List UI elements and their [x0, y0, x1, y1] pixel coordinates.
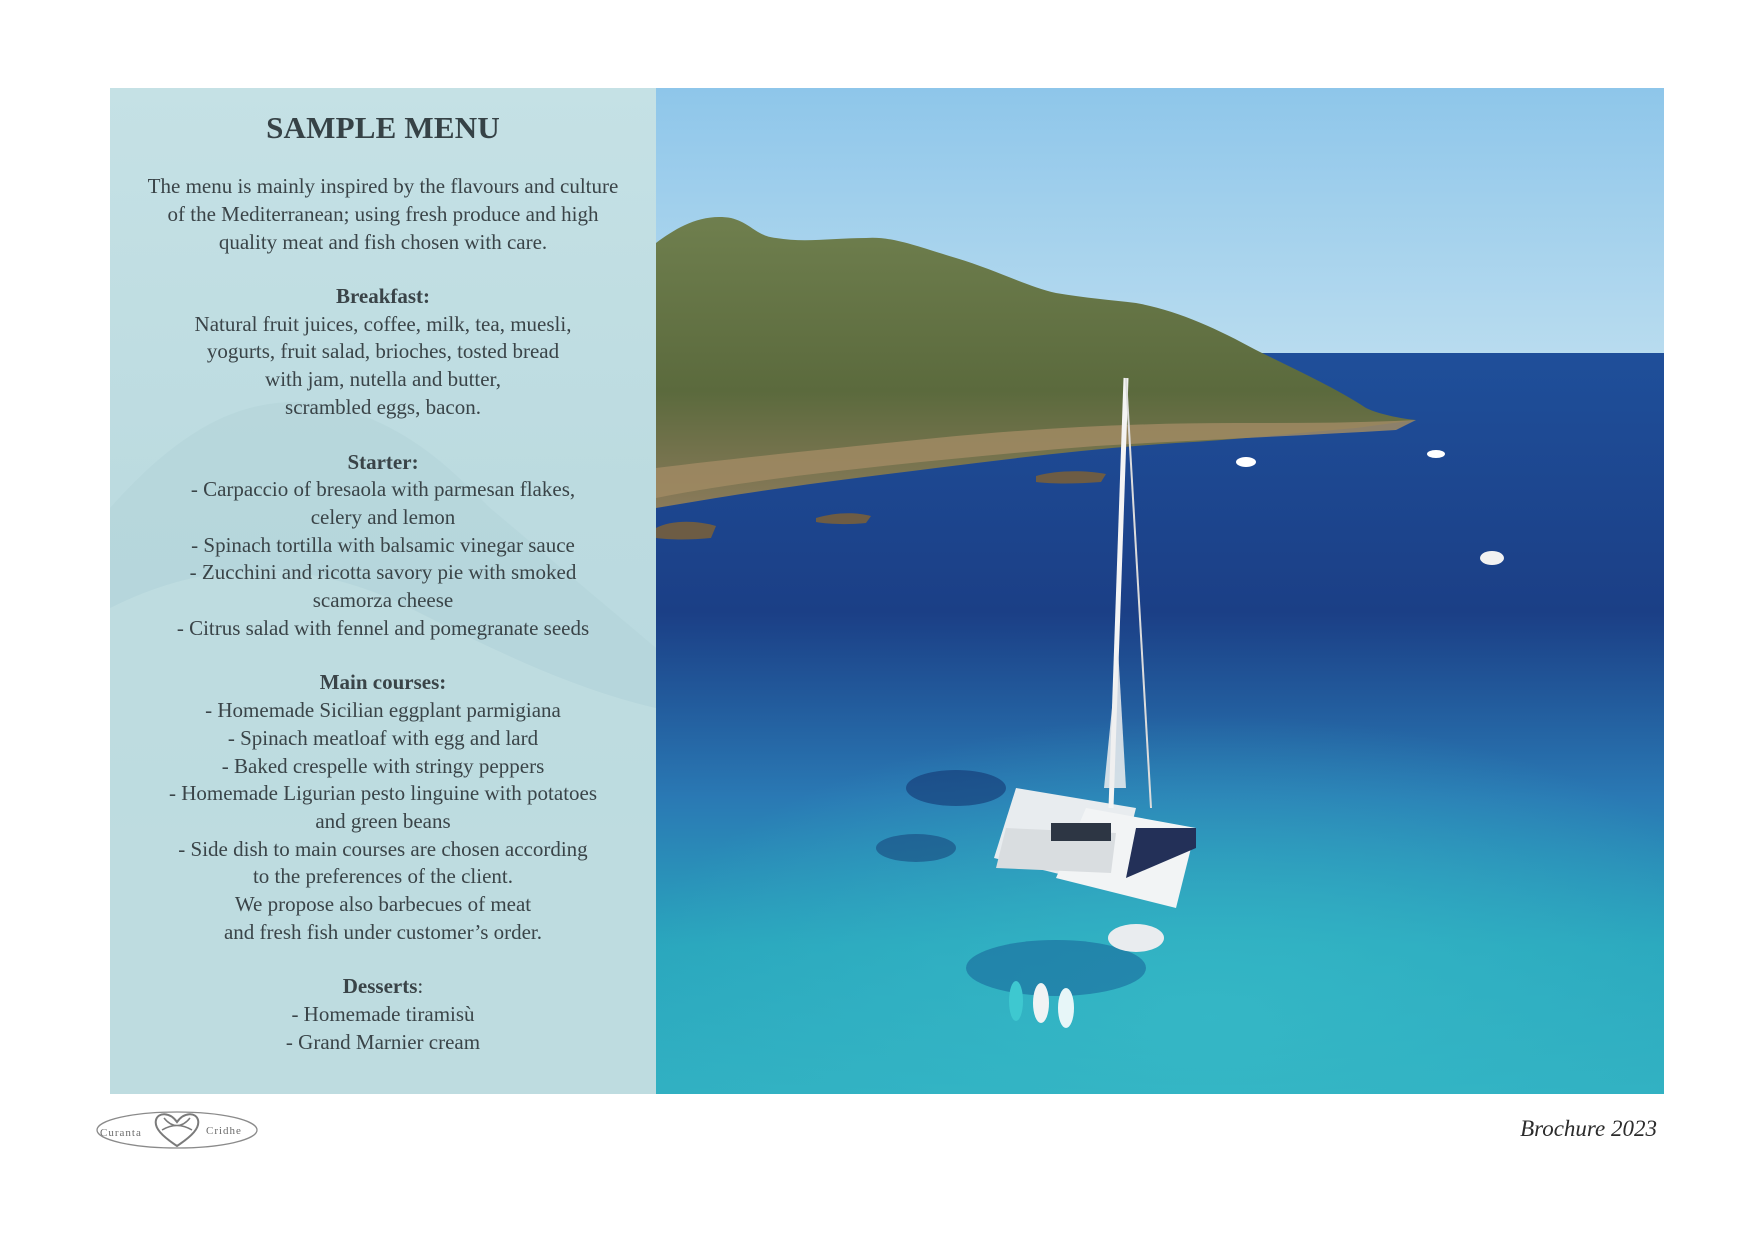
main-courses-section	[110, 669, 656, 946]
intro-line: culture of the Mediterranean; using fresh produce	[167, 174, 619, 226]
main-course-line: and fresh fish under customer’s order.	[223, 919, 543, 944]
desserts-heading-text: Desserts	[342, 974, 418, 999]
starter-line: - Carpaccio of bresaola with parmesan flakes,	[190, 477, 576, 502]
breakfast-section	[110, 283, 656, 422]
main-course-line: We propose also barbecues of meat	[234, 892, 532, 917]
menu-panel	[110, 88, 656, 1094]
main-course-line: - Spinach meatloaf with egg and lard	[227, 725, 539, 750]
starter-line: - Spinach tortilla with balsamic vinegar sauce	[191, 532, 575, 557]
dessert-line: - Grand Marnier cream	[285, 1029, 481, 1054]
main-course-line: to the preferences of the client.	[252, 864, 514, 889]
starter-line: - Citrus salad with fennel and pomegranate seeds	[176, 615, 590, 640]
main-course-line: - Homemade Sicilian eggplant parmigiana	[205, 698, 561, 723]
celtic-heart-logo	[92, 1106, 262, 1158]
starter-line: scamorza cheese	[312, 588, 454, 613]
catamaran-photo	[656, 88, 1664, 1094]
logo-left-text: Curanta	[100, 1127, 142, 1139]
desserts-heading	[110, 973, 656, 1001]
intro-line: and high quality meat and fish chosen with care.	[218, 202, 599, 254]
dessert-line: - Homemade tiramisù	[291, 1002, 475, 1027]
breakfast-line: Natural fruit juices, coffee, milk, tea, muesli,	[194, 311, 572, 336]
brochure-year: Brochure 2023	[1520, 1116, 1657, 1141]
breakfast-line: with jam, nutella and butter,	[265, 367, 501, 392]
logo-right-text: Cridhe	[206, 1125, 242, 1137]
desserts-heading-colon: :	[417, 974, 424, 999]
main-course-line: - Baked crespelle with stringy peppers	[221, 753, 545, 778]
main-course-line: - Homemade Ligurian pesto linguine with potatoes	[168, 781, 598, 806]
main-course-line: - Side dish to main courses are chosen according	[178, 836, 588, 861]
starter-line: celery and lemon	[310, 504, 456, 529]
starter-section	[110, 449, 656, 643]
breakfast-line: scrambled eggs, bacon.	[285, 394, 481, 419]
intro-line: The menu is mainly inspired by the flavours and	[147, 174, 555, 198]
desserts-section	[110, 973, 656, 1056]
main-courses-heading: Main courses:	[319, 670, 447, 695]
breakfast-heading: Breakfast:	[335, 284, 431, 308]
starter-line: - Zucchini and ricotta savory pie with smoked	[189, 560, 577, 585]
menu-title: SAMPLE MENU	[266, 110, 500, 145]
breakfast-line: yogurts, fruit salad, brioches, tosted bread	[206, 339, 560, 364]
menu-intro	[110, 172, 656, 256]
main-course-line: and green beans	[315, 808, 451, 833]
menu-content	[110, 88, 656, 1057]
starter-heading: Starter:	[347, 449, 419, 474]
